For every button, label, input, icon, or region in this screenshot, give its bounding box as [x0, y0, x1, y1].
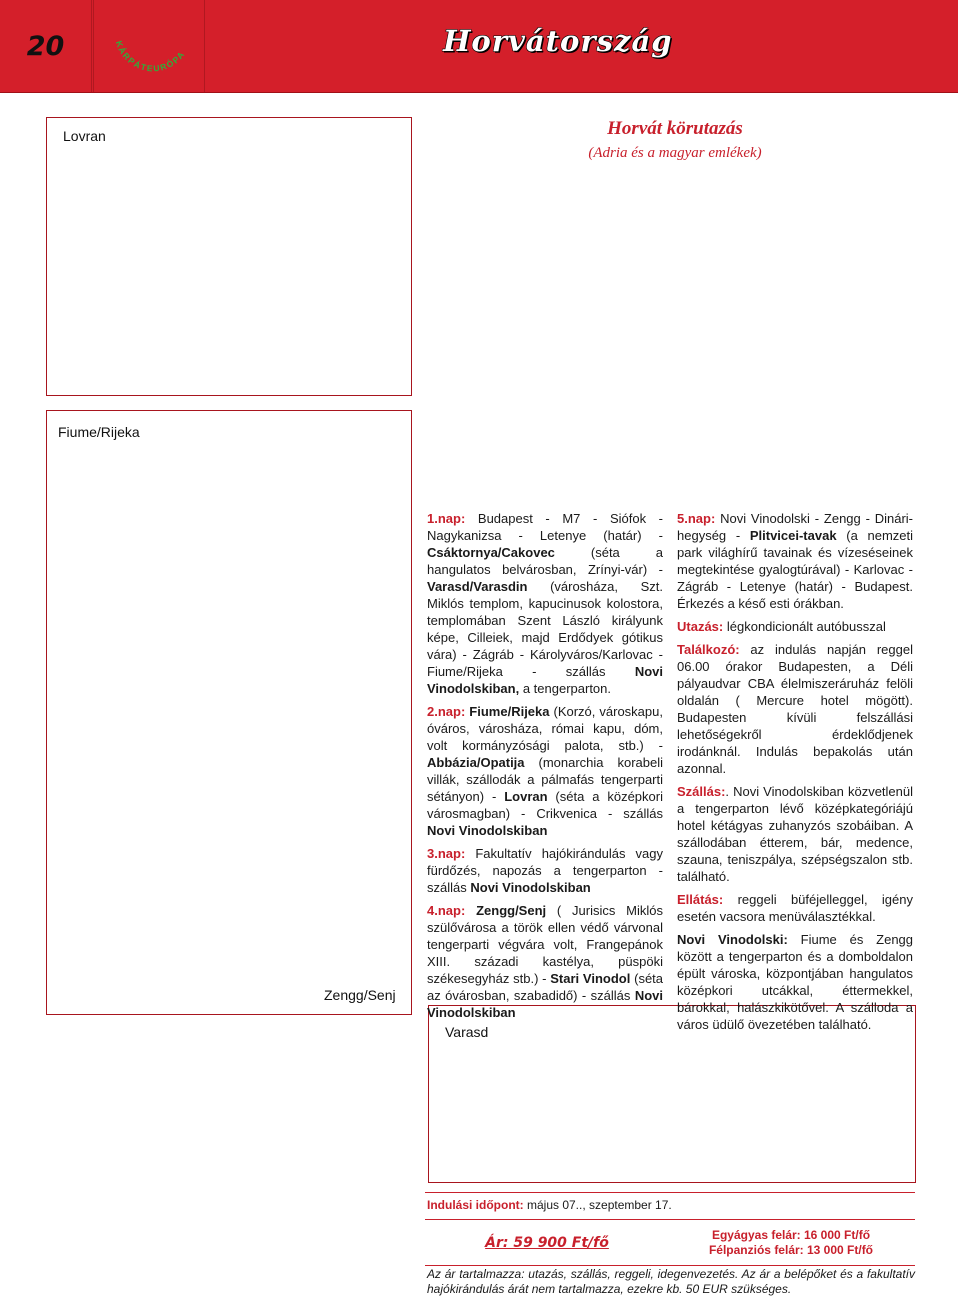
itinerary-right-column	[677, 510, 913, 1039]
departure-line: Indulási időpont: május 07.., szeptember 17.	[427, 1198, 672, 1212]
svg-text:KÁRPÁTEURÓPA	[114, 39, 187, 73]
photo-fiume	[46, 410, 412, 496]
itinerary-left-column	[427, 510, 663, 1027]
day2-paragraph: 2.nap: Fiume/Rijeka (Korzó, városkapu, óváros, városháza, római kapu, dóm, volt kormányzósági palota, stb.) - Abbázia/Opatija (monarchia korabeli villák, szállodák a pálmafás tengerparti sétányon) - Lovran (séta a középkori városmagban) - Crikvenica - szállás Novi Vinodolskiban	[427, 704, 663, 838]
meeting-paragraph: Találkozó: az indulás napján reggel 06.00 órakor Budapesten, a Déli pályaudvar CBA élelmiszeráruház felöli oldalán ( Mercure hotel mögött). Budapesten kívüli felszállási lehetőségekről érdeklődjenek irodánknál. Indulás bepakolás után azonnal.	[677, 642, 913, 776]
photo-zengg	[46, 495, 412, 1015]
price: Ár: 59 900 Ft/fő	[485, 1235, 609, 1251]
photo-caption-varasd: Varasd	[445, 1024, 489, 1040]
supplements	[668, 1228, 914, 1258]
divider-bottom	[425, 1265, 915, 1266]
single-supplement: Egyágyas felár: 16 000 Ft/fő	[711, 1228, 871, 1242]
novi-paragraph: Novi Vinodolski: Fiume és Zengg között a tengerparton és a domboldalon épült városka, központjában hangulatos középkori utcákkal, éttermekkel, bárokkal, halászkikötővel. A szálloda a város üdülő övezetében található.	[677, 932, 914, 1032]
tour-subtitle: (Adria és a magyar emlékek)	[588, 145, 762, 161]
karpateuropa-logo	[93, 0, 205, 92]
header-bar	[0, 0, 958, 93]
page-title: Horvátország	[443, 24, 673, 58]
photo-caption-zengg: Zengg/Senj	[324, 987, 396, 1003]
tour-title: Horvát körutazás	[607, 118, 743, 139]
day5-paragraph: 5.nap: Novi Vinodolski - Zengg - Dinári-hegység - Plitvicei-tavak (a nemzeti park világhírű tavainak és vízeséseinek megtekintése gyalogtúrával) - Karlovac - Zágráb - Letenye (határ) - Budapest. Érkezés a késő esti órákban.	[677, 511, 913, 611]
travel-paragraph: Utazás: légkondicionált autóbusszal	[677, 619, 886, 634]
price-includes: Az ár tartalmazza: utazás, szállás, reggeli, idegenvezetés. Az ár a belépőket és a fakultatív hajókirándulás árát nem tartalmazza, ezekre kb. 50 EUR szükséges.	[427, 1267, 915, 1296]
divider-top	[425, 1192, 915, 1193]
accommodation-paragraph: Szállás:. Novi Vinodolskiban közvetlenül a tengerparton lévő középkategóriájú hotel kétágyas zuhanyzós szobáiban. A szállodában étterem, bár, medence, szauna, teniszpálya, szépségszalon stb. található.	[677, 784, 913, 884]
page-number: 20	[0, 0, 92, 92]
board-paragraph: Ellátás: reggeli büféjelleggel, igény esetén vacsora menüválasztékkal.	[677, 892, 913, 924]
half-board-supplement: Félpanziós felár: 13 000 Ft/fő	[708, 1243, 874, 1257]
photo-lovran	[46, 117, 412, 396]
logo-arc	[94, 0, 204, 92]
price-box	[427, 1222, 667, 1264]
day1-paragraph: 1.nap: Budapest - M7 - Siófok - Nagykanizsa - Letenye (határ) - Csáktornya/Cakovec (séta a hangulatos belvárosban, Zrínyi-vár) - Varasd/Varasdin (városháza, Szt. Miklós templom, kapucinusok kolostora, templomában Szent László királyunk képe, Cilleiek, majd Erdődyek gótikus vára) - Zágráb - Károlyváros/Karlovac - Fiume/Rijeka - szállás Novi Vinodolskiban, a tengerparton.	[427, 511, 663, 696]
photo-caption-lovran: Lovran	[63, 128, 106, 144]
day3-paragraph: 3.nap: Fakultatív hajókirándulás vagy fürdőzés, napozás a tengerparton - szállás Novi Vinodolskiban	[427, 846, 663, 895]
day4-paragraph: 4.nap: Zengg/Senj ( Jurisics Miklós szülővárosa a török ellen védő várvonal tengerparti végvára volt, Frangepánok XIII. századi kastélya, püspöki székesegyház stb.) - Stari Vinodol (séta az óvárosban, szabadidő) - szállás Novi Vinodolskiban	[427, 903, 664, 1020]
divider-mid	[425, 1219, 915, 1220]
logo-text: KÁRPÁTEURÓPA	[113, 39, 187, 74]
photo-caption-fiume: Fiume/Rijeka	[58, 424, 140, 440]
